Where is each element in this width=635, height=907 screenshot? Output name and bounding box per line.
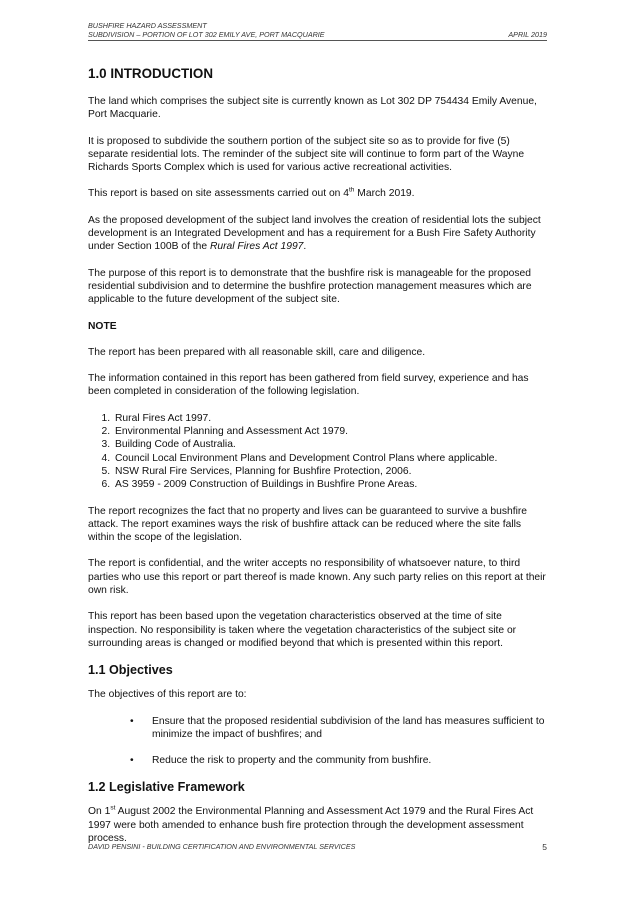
p3-pre: This report is based on site assessments carried out on 4 xyxy=(88,188,349,200)
objectives-intro: The objectives of this report are to: xyxy=(88,689,247,701)
document-body xyxy=(88,66,547,858)
header-subtitle-row xyxy=(88,30,547,41)
intro-paragraph-7: The information contained in this report has been gathered from field survey, experience and has been completed in consideration of the following legislation. xyxy=(88,373,529,398)
page-header xyxy=(88,21,547,41)
section-heading-legislative-framework: 1.2 Legislative Framework xyxy=(88,780,245,795)
p4-pre: As the proposed development of the subject land involves the creation of residential lots the subject development is an Integrated Development and has a requirement for a Bush Fire Safety Authority under Section 100B of the xyxy=(88,214,541,253)
page-number: 5 xyxy=(542,842,547,852)
page-footer xyxy=(88,842,547,852)
intro-paragraph-2: It is proposed to subdivide the southern portion of the subject site so as to provide for five (5) separate residential lots. The reminder of the subject site will continue to form part of the Wayne Richards Sports Complex which is used for various active recreational activities. xyxy=(88,135,525,174)
legislation-item: 2. Environmental Planning and Assessment Act 1979. xyxy=(113,425,547,438)
intro-paragraph-9: The report is confidential, and the writer accepts no responsibility of whatsoever nature, to third parties who use this report or part thereof is made known. Any such party relies on this report at their own risk. xyxy=(88,558,546,597)
intro-paragraph-8: The report recognizes the fact that no property and lives can be guaranteed to survive a bushfire attack. The report examines ways the risk of bushfire attack can be reduced where the site falls within the scope of the legislation. xyxy=(88,505,528,544)
legislative-pre: On 1 xyxy=(88,806,111,818)
bullet-icon: • xyxy=(130,715,134,727)
legislative-sup: st xyxy=(110,804,116,812)
legislative-paragraph xyxy=(88,805,547,845)
legislation-item: 6. AS 3959 - 2009 Construction of Buildings in Bushfire Prone Areas. xyxy=(113,478,547,491)
objective-item xyxy=(88,754,547,767)
header-title: BUSHFIRE HAZARD ASSESSMENT xyxy=(88,21,207,30)
header-date: APRIL 2019 xyxy=(508,30,547,39)
bullet-icon: • xyxy=(130,755,134,767)
legislative-post: August 2002 the Environmental Planning and Assessment Act 1979 and the Rural Fires Act 1997 were both amended to enhance bush fire protection through the development assessment process. xyxy=(88,806,534,844)
intro-paragraph-10: This report has been based upon the vegetation characteristics observed at the time of site inspection. No responsibility is taken where the vegetation characteristics of the subject site or surrounding areas is changed or modified beyond that which is presented within this report. xyxy=(88,611,517,649)
objective-text: Ensure that the proposed residential subdivision of the land has measures sufficient to minimize the impact of bushfires; and xyxy=(152,715,545,740)
p4-act-name: Rural Fires Act 1997 xyxy=(209,241,304,253)
intro-paragraph-6: The report has been prepared with all reasonable skill, care and diligence. xyxy=(88,346,426,358)
legislation-list xyxy=(88,412,547,492)
section-heading-introduction: 1.0 INTRODUCTION xyxy=(88,66,213,81)
intro-paragraph-3 xyxy=(88,187,547,200)
legislation-item: 3. Building Code of Australia. xyxy=(113,438,547,451)
legislation-item: 4. Council Local Environment Plans and Development Control Plans where applicable. xyxy=(113,452,547,465)
header-subtitle: SUBDIVISION – PORTION OF LOT 302 EMILY AVE, PORT MACQUARIE xyxy=(88,30,325,39)
p4-post: . xyxy=(303,241,307,253)
p3-post: March 2019. xyxy=(354,188,415,200)
intro-paragraph-1: The land which comprises the subject site is currently known as Lot 302 DP 754434 Emily Avenue, Port Macquarie. xyxy=(88,96,537,121)
objective-text: Reduce the risk to property and the community from bushfire. xyxy=(152,755,432,767)
note-heading: NOTE xyxy=(88,320,117,332)
objectives-list xyxy=(88,715,547,768)
section-heading-objectives: 1.1 Objectives xyxy=(88,663,173,678)
p3-sup: th xyxy=(348,187,355,195)
legislation-item: 1. Rural Fires Act 1997. xyxy=(113,412,547,425)
intro-paragraph-5: The purpose of this report is to demonstrate that the bushfire risk is manageable for the proposed residential subdivision and to determine the bushfire protection management measures which are applicable to the future development of the subject site. xyxy=(88,267,532,306)
legislation-item: 5. NSW Rural Fire Services, Planning for Bushfire Protection, 2006. xyxy=(113,465,547,478)
objective-item xyxy=(88,715,547,742)
footer-company: DAVID PENSINI - BUILDING CERTIFICATION AND ENVIRONMENTAL SERVICES xyxy=(88,842,356,851)
intro-paragraph-4 xyxy=(88,214,547,254)
